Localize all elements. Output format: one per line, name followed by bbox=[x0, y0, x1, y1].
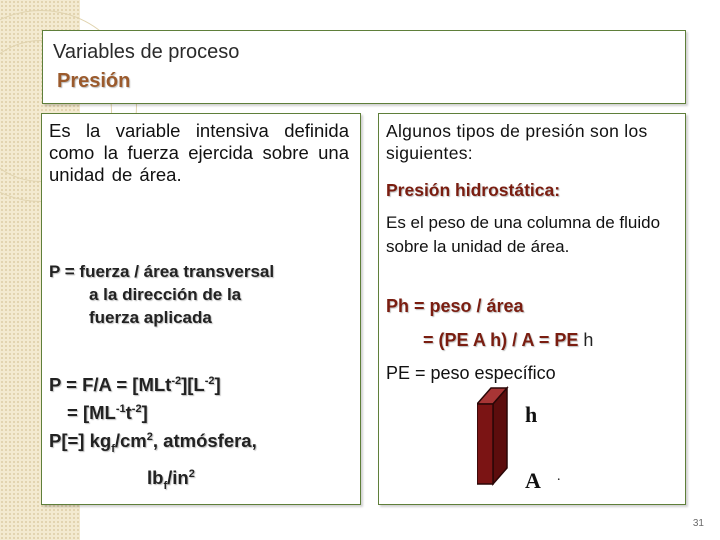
units-subscript: f bbox=[111, 443, 115, 456]
formula-line: fuerza aplicada bbox=[89, 308, 212, 327]
units-subscript: f bbox=[163, 480, 168, 492]
dims-exponent: -2 bbox=[204, 375, 215, 387]
hydrostatic-formula-expanded bbox=[423, 330, 593, 351]
dims-text: = [ML bbox=[67, 402, 116, 424]
intro-text: Algunos tipos de presión son los siguientes: bbox=[386, 121, 648, 163]
pressure-formula bbox=[49, 260, 349, 329]
fluid-column-figure bbox=[477, 386, 567, 490]
figure-dot: . bbox=[557, 469, 561, 484]
height-label: h bbox=[525, 402, 538, 427]
area-label: A bbox=[525, 468, 541, 490]
slide-title: Variables de proceso bbox=[53, 41, 240, 63]
hydrostatic-description: Es el peso de una columna de fluido sobre la unidad de área. bbox=[386, 213, 661, 256]
dims-text: ] bbox=[214, 374, 221, 396]
specific-weight-definition: PE = peso específico bbox=[386, 363, 556, 383]
formula-line: a la dirección de la bbox=[89, 285, 242, 304]
dims-exponent: -2 bbox=[171, 375, 182, 387]
dims-text: ][L bbox=[181, 374, 205, 396]
prism-front-face bbox=[477, 404, 493, 484]
units-superscript: 2 bbox=[188, 468, 195, 481]
dims-text: ] bbox=[141, 402, 148, 424]
hydrostatic-heading: Presión hidrostática: bbox=[386, 180, 561, 200]
units-text: /cm bbox=[114, 430, 147, 452]
hydrostatic-formula: Ph = peso / área bbox=[386, 296, 524, 316]
dims-exponent: -1 bbox=[115, 403, 126, 416]
dims-text: P = F/A = [MLt bbox=[49, 374, 172, 396]
definition-text: Es la variable intensiva definida como la fuerza ejercida sobre una unidad de área. bbox=[49, 120, 349, 185]
dims-text: t bbox=[125, 402, 132, 424]
units-text: , atmósfera, bbox=[152, 430, 257, 452]
pressure-types-panel bbox=[378, 113, 686, 505]
page-number: 31 bbox=[692, 518, 704, 529]
units-line-2 bbox=[49, 462, 354, 499]
units-superscript: 2 bbox=[146, 431, 153, 444]
units-text: /in bbox=[167, 467, 189, 489]
definition-panel bbox=[41, 113, 361, 505]
slide-subtitle: Presión bbox=[57, 70, 131, 92]
title-box bbox=[42, 30, 686, 104]
formula-text: h bbox=[578, 330, 594, 350]
units-line-1 bbox=[49, 425, 354, 462]
units-text: lb bbox=[147, 467, 164, 489]
formula-text: = (PE A h) / A = PE bbox=[423, 330, 579, 350]
dims-line-1 bbox=[49, 369, 354, 397]
dimensional-analysis bbox=[49, 369, 354, 499]
dims-exponent: -2 bbox=[131, 403, 142, 416]
units-text: P[=] kg bbox=[49, 430, 112, 452]
dims-line-2 bbox=[49, 397, 354, 425]
formula-line: P = fuerza / área transversal bbox=[49, 262, 275, 281]
prism-side-face bbox=[493, 388, 507, 484]
